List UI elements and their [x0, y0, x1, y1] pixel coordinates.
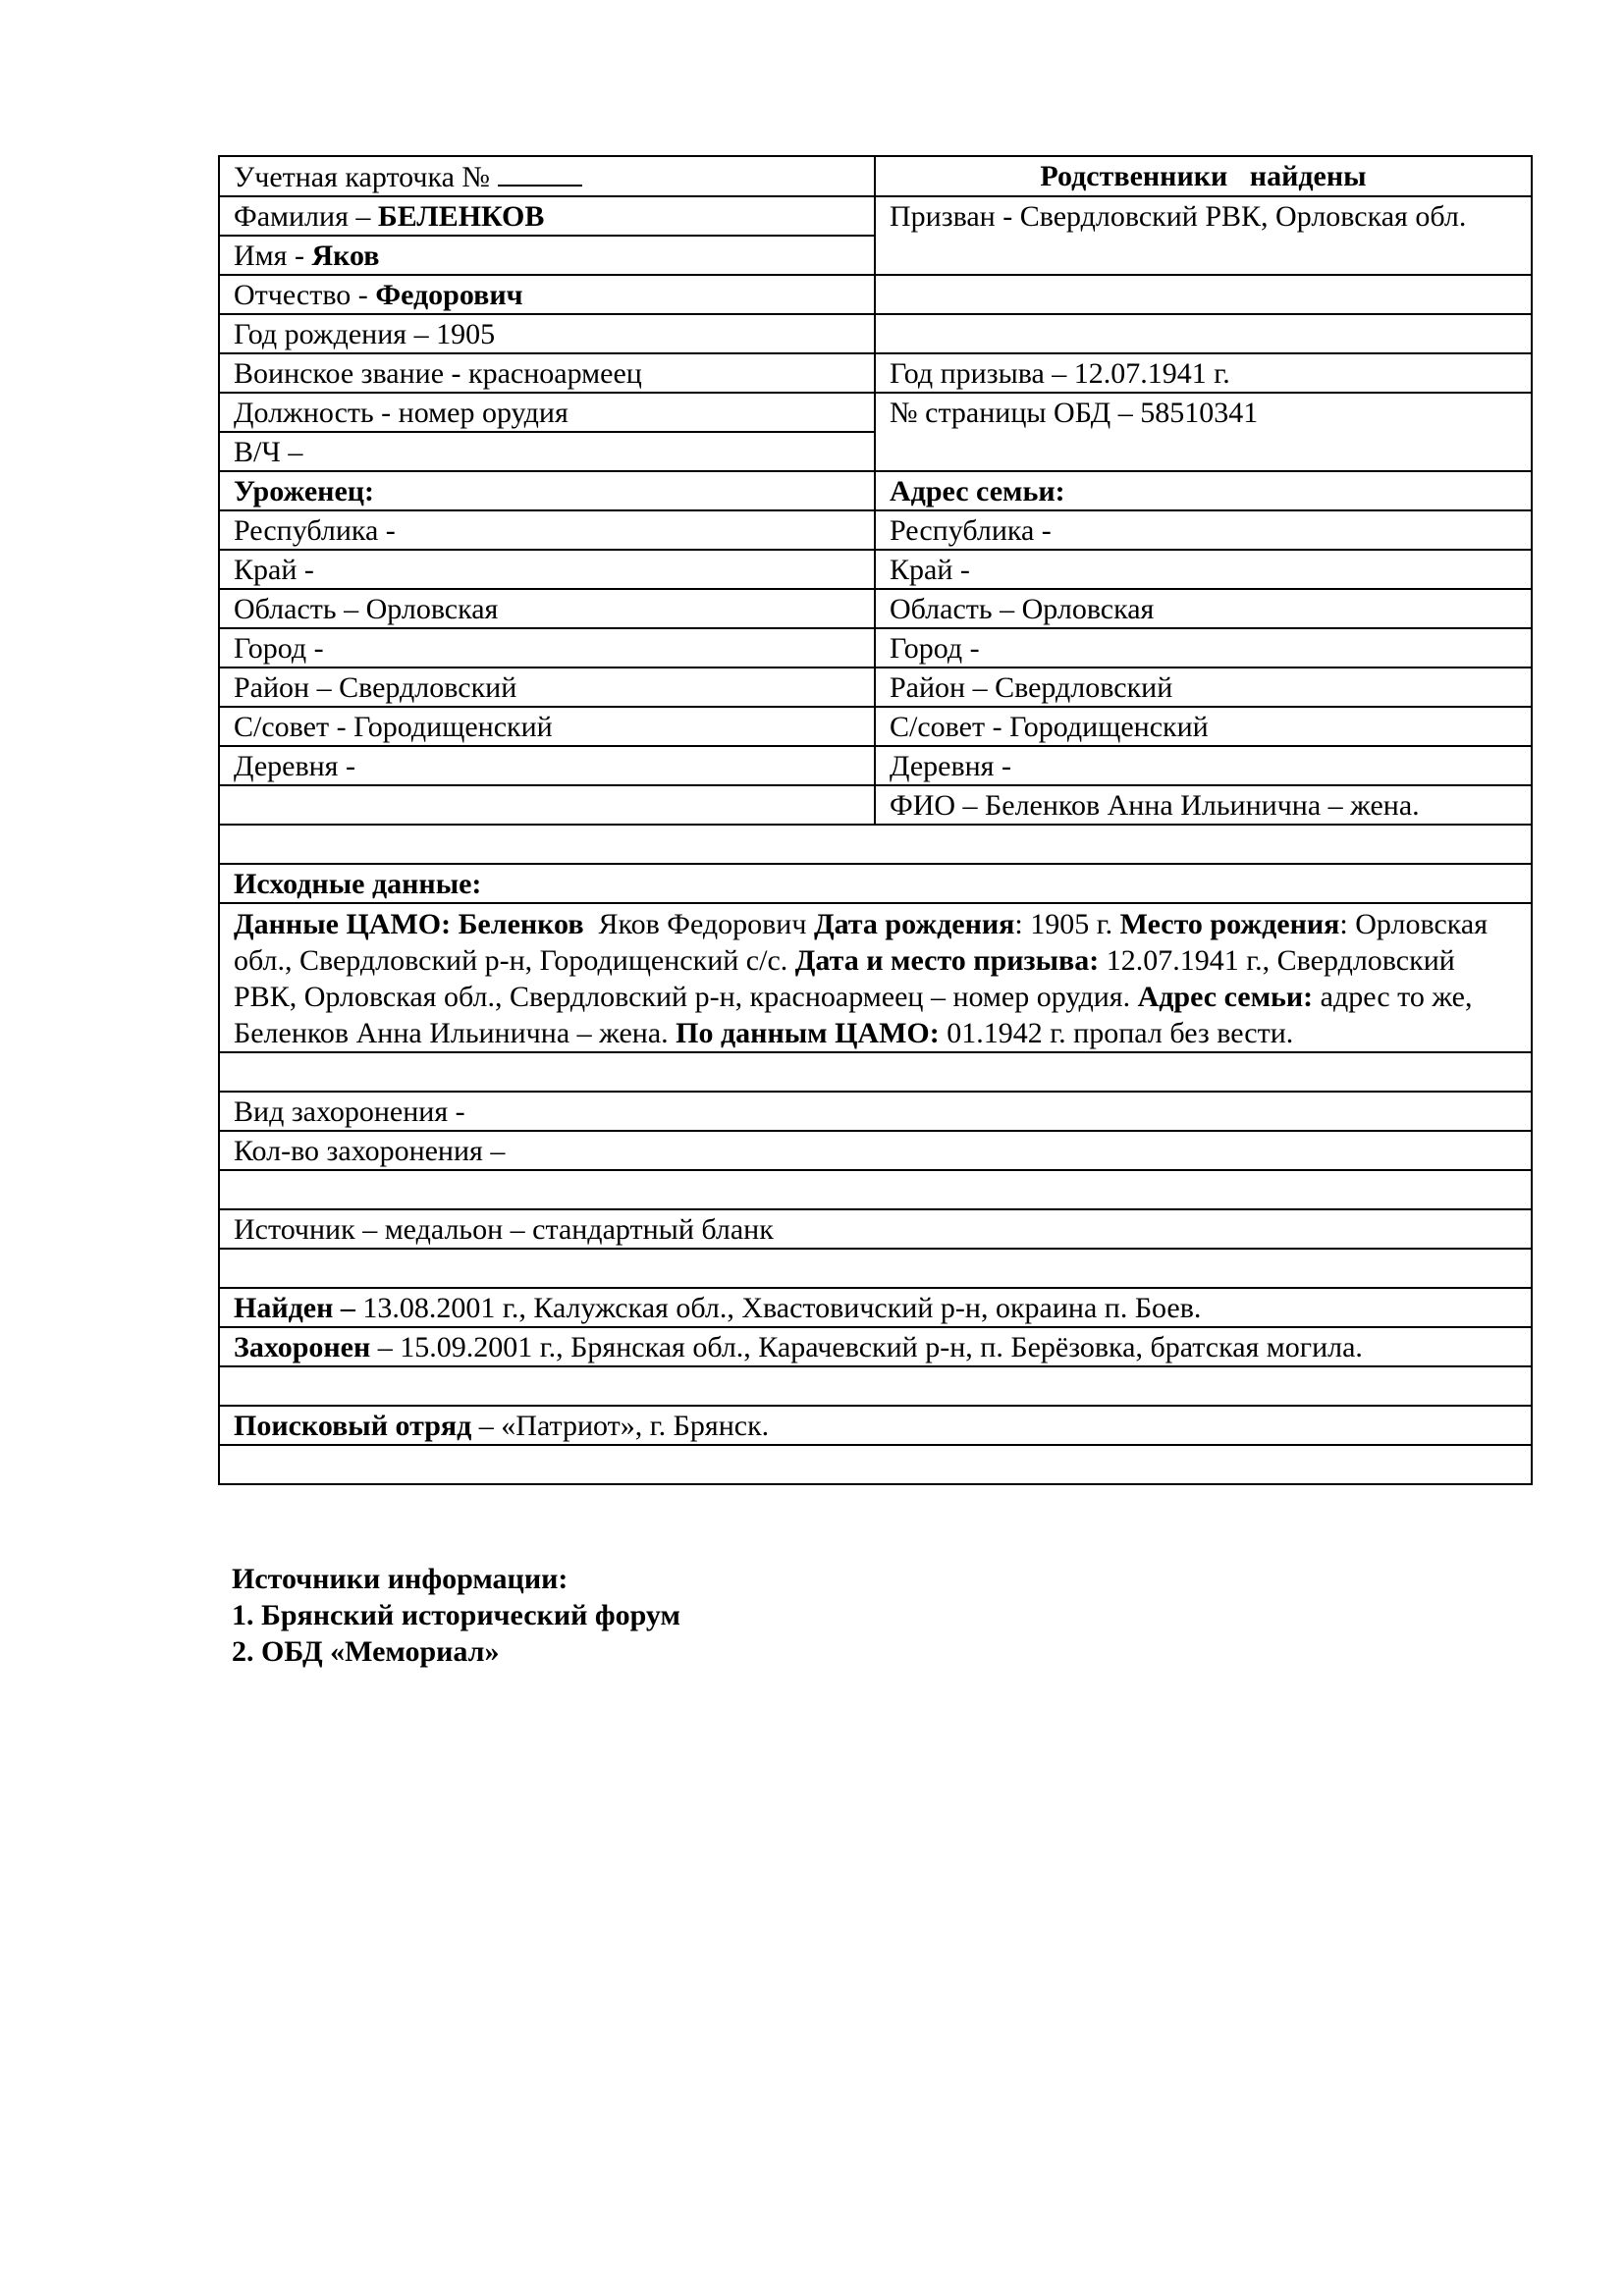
card-number-blank [498, 159, 582, 187]
source-item: 1. Брянский исторический форум [232, 1599, 680, 1631]
military-unit: В/Ч – [219, 432, 875, 471]
draft-place-value: 12.07.1941 г., Свердловский РВК, Орловская обл., Свердловский р-н, красноармеец – номер орудия. [234, 944, 1463, 1013]
native-village: Деревня - [219, 746, 875, 785]
birthplace-value: : Орловская обл., Свердловский р-н, Городищенский с/с. [234, 908, 1495, 977]
burial-type: Вид захоронения - [219, 1092, 1532, 1131]
family-selsovet: С/совет - Городищенский [875, 707, 1532, 746]
empty-cell [875, 275, 1532, 314]
record-card [218, 155, 1533, 1485]
sources-title: Источники информации: [232, 1563, 568, 1595]
patronymic-cell [219, 275, 875, 314]
name-label: Имя - [234, 240, 312, 272]
native-krai: Край - [219, 550, 875, 589]
camo-label: Данные ЦАМО: Беленков [234, 908, 584, 940]
family-address-label: Адрес семьи: [1137, 981, 1314, 1013]
military-rank: Воинское звание - красноармеец [219, 353, 875, 393]
card-number-label: Учетная карточка № [234, 161, 491, 193]
buried-info [219, 1327, 1532, 1366]
family-village: Деревня - [875, 746, 1532, 785]
buried-label: Захоронен [234, 1331, 371, 1363]
spacer-row [219, 1052, 1532, 1092]
native-raion: Район – Свердловский [219, 667, 875, 707]
spacer-row [219, 1170, 1532, 1209]
draft-place-label: Дата и место призыва: [794, 944, 1100, 977]
source-data-paragraph [219, 903, 1532, 1052]
birthplace-label: Место рождения [1119, 908, 1340, 940]
native-selsovet: С/совет - Городищенский [219, 707, 875, 746]
family-header: Адрес семьи: [875, 471, 1532, 510]
burial-source: Источник – медальон – стандартный бланк [219, 1209, 1532, 1249]
birth-year: Год рождения – 1905 [219, 314, 875, 353]
family-krai: Край - [875, 550, 1532, 589]
family-republic: Республика - [875, 510, 1532, 550]
native-republic: Республика - [219, 510, 875, 550]
family-city: Город - [875, 628, 1532, 667]
info-sources [232, 1561, 680, 1670]
empty-cell [875, 314, 1532, 353]
drafted-info: Призван - Свердловский РВК, Орловская обл. [875, 196, 1532, 275]
search-squad [219, 1406, 1532, 1445]
patronymic-value: Федорович [375, 279, 523, 311]
camo-status-label: По данным ЦАМО: [676, 1017, 940, 1049]
obd-page: № страницы ОБД – 58510341 [875, 393, 1532, 471]
name-value: Яков [311, 240, 380, 272]
card-number-cell [219, 156, 875, 196]
surname-label: Фамилия – [234, 200, 378, 233]
spacer-row [219, 825, 1532, 864]
source-data-header: Исходные данные: [219, 864, 1532, 903]
patronymic-label: Отчество - [234, 279, 376, 311]
birth-date-label: Дата рождения [813, 908, 1015, 940]
native-city: Город - [219, 628, 875, 667]
camo-status-value: 01.1942 г. пропал без вести. [939, 1017, 1294, 1049]
camo-name: Яков Федорович [583, 908, 814, 940]
spacer-row [219, 1366, 1532, 1406]
birth-date-value: : 1905 г. [1014, 908, 1120, 940]
spacer-row [219, 1445, 1532, 1484]
native-header: Уроженец: [219, 471, 875, 510]
squad-label: Поисковый отряд [234, 1410, 472, 1442]
found-info [219, 1288, 1532, 1327]
native-oblast: Область – Орловская [219, 589, 875, 628]
family-raion: Район – Свердловский [875, 667, 1532, 707]
found-label: Найден – [234, 1292, 355, 1324]
draft-year: Год призыва – 12.07.1941 г. [875, 353, 1532, 393]
name-cell [219, 236, 875, 275]
family-fio: ФИО – Беленков Анна Ильинична – жена. [875, 785, 1532, 825]
spacer-row [219, 1249, 1532, 1288]
buried-text: – 15.09.2001 г., Брянская обл., Карачевский р-н, п. Берёзовка, братская могила. [370, 1331, 1363, 1363]
burial-count: Кол-во захоронения – [219, 1131, 1532, 1170]
found-text: 13.08.2001 г., Калужская обл., Хвастовичский р-н, окраина п. Боев. [354, 1292, 1202, 1324]
surname-value: БЕЛЕНКОВ [377, 200, 545, 233]
empty-cell [219, 785, 875, 825]
relatives-status: Родственники найдены [875, 156, 1532, 196]
family-address-value: адрес то же, Беленков Анна Ильинична – жена. [234, 981, 1480, 1049]
surname-cell [219, 196, 875, 236]
squad-text: – «Патриот», г. Брянск. [471, 1410, 770, 1442]
position: Должность - номер орудия [219, 393, 875, 432]
family-oblast: Область – Орловская [875, 589, 1532, 628]
source-item: 2. ОБД «Мемориал» [232, 1635, 500, 1668]
